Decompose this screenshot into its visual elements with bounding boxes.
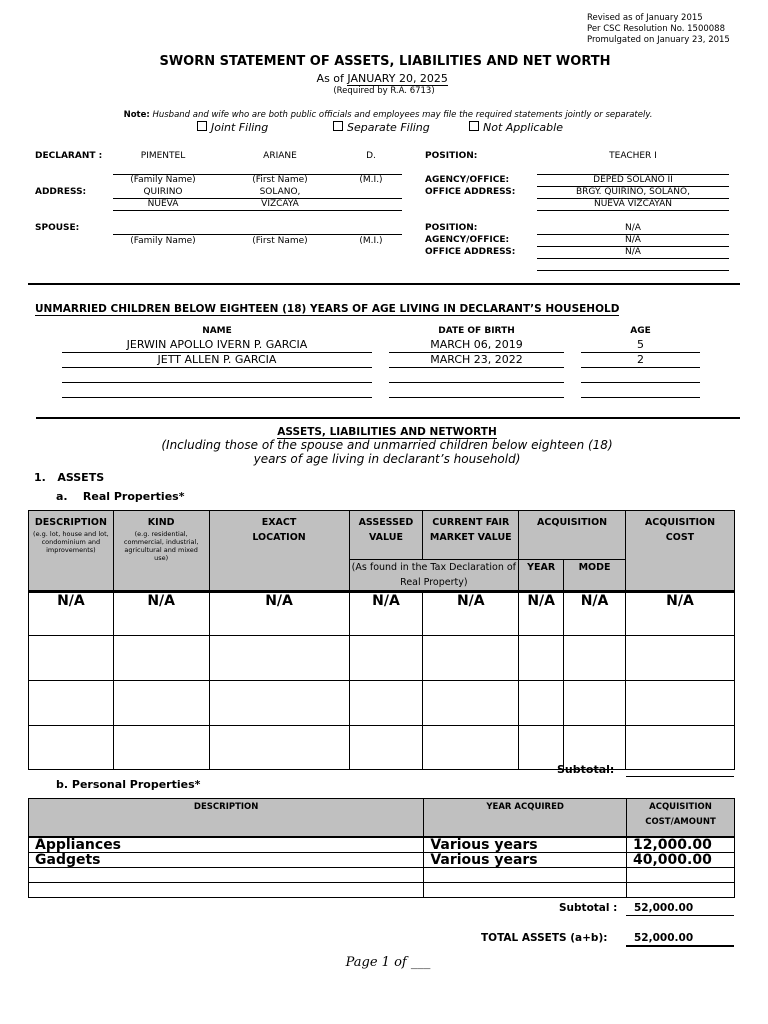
- personal-properties-heading: b. Personal Properties*: [56, 778, 201, 791]
- as-of-line: [0, 72, 768, 85]
- mi-caption: (M.I.): [359, 175, 383, 185]
- spouse-office-address-label: OFFICE ADDRESS:: [425, 247, 516, 257]
- real-cell[interactable]: N/A: [209, 592, 349, 636]
- alnw-subtitle-line: (Including those of the spouse and unmarried children below eighteen (18): [161, 438, 613, 452]
- pp-description[interactable]: Appliances: [29, 837, 424, 853]
- real-properties-heading: a. Real Properties*: [56, 490, 185, 503]
- spouse-mi-caption: (M.I.): [359, 236, 383, 246]
- office-address-label: OFFICE ADDRESS:: [425, 187, 516, 197]
- agency-label: AGENCY/OFFICE:: [425, 175, 510, 185]
- header-year: YEAR: [519, 560, 564, 592]
- real-cell[interactable]: [423, 726, 519, 770]
- address-line1a[interactable]: QUIRINO: [143, 187, 183, 197]
- children-col-name: NAME: [202, 326, 232, 336]
- address-label: ADDRESS:: [35, 187, 87, 197]
- total-assets-value[interactable]: 52,000.00: [634, 932, 694, 944]
- real-cell[interactable]: [29, 681, 114, 726]
- real-cell[interactable]: [209, 636, 349, 681]
- address-line1b[interactable]: SOLANO,: [259, 187, 301, 197]
- real-cell[interactable]: [564, 681, 626, 726]
- revision-line: Per CSC Resolution No. 1500088: [587, 24, 726, 34]
- real-cell[interactable]: [423, 636, 519, 681]
- total-assets-label: TOTAL ASSETS (a+b):: [481, 932, 608, 944]
- children-heading: UNMARRIED CHILDREN BELOW EIGHTEEN (18) YEARS OF AGE LIVING IN DECLARANT’S HOUSEHOLD: [35, 303, 620, 315]
- note: [0, 110, 768, 120]
- spouse-position-label: POSITION:: [425, 223, 478, 233]
- pp-subtotal-value[interactable]: 52,000.00: [634, 902, 694, 914]
- real-cell[interactable]: [349, 681, 423, 726]
- pp-description[interactable]: [29, 868, 424, 883]
- child-row-line: [389, 382, 564, 383]
- filing-option-separate[interactable]: Separate Filing: [333, 121, 430, 134]
- pp-year[interactable]: [424, 868, 627, 883]
- child-row-line: [389, 367, 564, 368]
- alnw-subtitle-line: years of age living in declarant’s household): [253, 452, 521, 466]
- real-cell[interactable]: [29, 726, 114, 770]
- header-assessed: ASSESSED VALUE: [349, 511, 423, 560]
- real-cell[interactable]: [564, 636, 626, 681]
- declarant-agency[interactable]: DEPED SOLANO II: [593, 175, 673, 185]
- declarant-position[interactable]: TEACHER I: [609, 151, 657, 161]
- real-cell[interactable]: [423, 681, 519, 726]
- real-cell[interactable]: [113, 726, 209, 770]
- child-row-line: [581, 367, 700, 368]
- alnw-subtitle: [0, 438, 768, 466]
- address-line2b[interactable]: VIZCAYA: [261, 199, 299, 209]
- spouse-agency[interactable]: N/A: [625, 235, 641, 245]
- real-cell[interactable]: [625, 726, 734, 770]
- child-row-line: [62, 397, 372, 398]
- spouse-position[interactable]: N/A: [625, 223, 641, 233]
- pp-subtotal-line: [626, 915, 734, 916]
- real-subtotal-label: Subtotal:: [557, 763, 615, 776]
- real-cell[interactable]: N/A: [519, 592, 564, 636]
- real-properties-table: [28, 510, 735, 770]
- child-row-line: [389, 397, 564, 398]
- real-cell[interactable]: [113, 681, 209, 726]
- spouse-family-caption: (Family Name): [130, 236, 196, 246]
- real-subtotal-line[interactable]: [626, 776, 734, 777]
- page-footer: Page 1 of ___: [345, 955, 431, 970]
- filing-option-not-applicable[interactable]: Not Applicable: [469, 121, 563, 134]
- declarant-mi[interactable]: D.: [366, 151, 376, 161]
- header-kind: KIND (e.g. residential, commercial, industrial, agricultural and mixed use): [113, 511, 209, 592]
- header-acquisition: ACQUISITION: [519, 511, 626, 560]
- position-label: POSITION:: [425, 151, 478, 161]
- pp-cost[interactable]: 40,000.00: [627, 853, 735, 868]
- header-description: DESCRIPTION (e.g. lot, house and lot, condominium and improvements): [29, 511, 114, 592]
- header-pp-year: YEAR ACQUIRED: [424, 799, 627, 838]
- child-age[interactable]: 5: [637, 338, 644, 351]
- section-divider: [36, 417, 740, 419]
- header-mode: MODE: [564, 560, 626, 592]
- revision-line: Revised as of January 2015: [587, 13, 703, 23]
- personal-properties-table: [28, 798, 735, 898]
- child-row-line: [581, 382, 700, 383]
- declarant-label: DECLARANT :: [35, 151, 103, 161]
- pp-year[interactable]: Various years: [424, 853, 627, 868]
- real-cell[interactable]: N/A: [113, 592, 209, 636]
- section-divider: [28, 283, 740, 285]
- children-col-age: AGE: [630, 326, 651, 336]
- pp-subtotal-label: Subtotal :: [559, 902, 618, 914]
- address-line2a[interactable]: NUEVA: [147, 199, 179, 209]
- first-name-caption: (First Name): [252, 175, 308, 185]
- real-cell[interactable]: [625, 636, 734, 681]
- child-age[interactable]: 2: [637, 353, 644, 366]
- pp-description[interactable]: [29, 883, 424, 898]
- real-cell[interactable]: N/A: [625, 592, 734, 636]
- spouse-office-line: [537, 258, 729, 259]
- address-line: [113, 210, 402, 211]
- pp-year[interactable]: Various years: [424, 837, 627, 853]
- real-cell[interactable]: N/A: [564, 592, 626, 636]
- revision-info: [587, 13, 730, 46]
- declarant-office-address-1[interactable]: BRGY. QUIRINO, SOLANO,: [576, 187, 690, 197]
- spouse-office-line: [537, 270, 729, 271]
- pp-cost[interactable]: 12,000.00: [627, 837, 735, 853]
- header-fair: CURRENT FAIR MARKET VALUE: [423, 511, 519, 560]
- spouse-agency-label: AGENCY/OFFICE:: [425, 235, 510, 245]
- spouse-label: SPOUSE:: [35, 223, 80, 233]
- real-cell[interactable]: [209, 726, 349, 770]
- pp-year[interactable]: [424, 883, 627, 898]
- real-cell[interactable]: [209, 681, 349, 726]
- child-name[interactable]: JERWIN APOLLO IVERN P. GARCIA: [126, 338, 308, 351]
- declarant-family-name[interactable]: PIMENTEL: [140, 151, 186, 161]
- note-text: Husband and wife who are both public officials and employees may file the required statements jointly or separately.: [152, 110, 653, 120]
- family-name-caption: (Family Name): [130, 175, 196, 185]
- revision-line: Promulgated on January 23, 2015: [587, 35, 730, 45]
- as-of-prefix: As of: [316, 72, 344, 85]
- child-dob[interactable]: MARCH 23, 2022: [430, 353, 523, 366]
- checkbox-icon[interactable]: [197, 121, 207, 131]
- checkbox-icon[interactable]: [469, 121, 479, 131]
- header-value-note: (As found in the Tax Declaration of Real Property): [349, 560, 519, 592]
- header-pp-cost: ACQUISITION COST/AMOUNT: [627, 799, 735, 838]
- spouse-first-caption: (First Name): [252, 236, 308, 246]
- header-location: EXACT LOCATION: [209, 511, 349, 592]
- real-cell[interactable]: [349, 636, 423, 681]
- assets-heading: 1. ASSETS: [34, 471, 105, 484]
- spouse-office-address[interactable]: N/A: [625, 247, 641, 257]
- real-cell[interactable]: [113, 636, 209, 681]
- declarant-office-address-2[interactable]: NUEVA VIZCAYAN: [593, 199, 672, 209]
- child-dob[interactable]: MARCH 06, 2019: [430, 338, 523, 351]
- office-address-line: [537, 210, 729, 211]
- real-cell[interactable]: [519, 636, 564, 681]
- header-pp-description: DESCRIPTION: [29, 799, 424, 838]
- real-cell[interactable]: [29, 636, 114, 681]
- filing-option-joint[interactable]: Joint Filing: [197, 121, 268, 134]
- total-assets-line: [626, 945, 734, 947]
- child-row-line: [581, 397, 700, 398]
- child-name[interactable]: JETT ALLEN P. GARCIA: [157, 353, 277, 366]
- header-cost: ACQUISITION COST: [625, 511, 734, 592]
- real-cell[interactable]: N/A: [349, 592, 423, 636]
- spouse-name-line: [113, 234, 402, 235]
- real-cell[interactable]: [349, 726, 423, 770]
- pp-description[interactable]: Gadgets: [29, 853, 424, 868]
- real-cell[interactable]: [519, 681, 564, 726]
- as-of-date[interactable]: JANUARY 20, 2025: [347, 72, 448, 85]
- real-cell[interactable]: N/A: [423, 592, 519, 636]
- real-cell[interactable]: [625, 681, 734, 726]
- declarant-first-name[interactable]: ARIANE: [263, 151, 297, 161]
- required-by: (Required by R.A. 6713): [333, 86, 435, 96]
- checkbox-icon[interactable]: [333, 121, 343, 131]
- child-row-line: [62, 367, 372, 368]
- alnw-heading: ASSETS, LIABILITIES AND NETWORTH: [277, 426, 497, 438]
- pp-cost[interactable]: [627, 883, 735, 898]
- child-row-line: [62, 382, 372, 383]
- note-label: Note:: [123, 110, 150, 120]
- pp-cost[interactable]: [627, 868, 735, 883]
- children-col-dob: DATE OF BIRTH: [438, 326, 515, 336]
- real-cell[interactable]: N/A: [29, 592, 114, 636]
- document-title: SWORN STATEMENT OF ASSETS, LIABILITIES AND NET WORTH: [159, 54, 611, 69]
